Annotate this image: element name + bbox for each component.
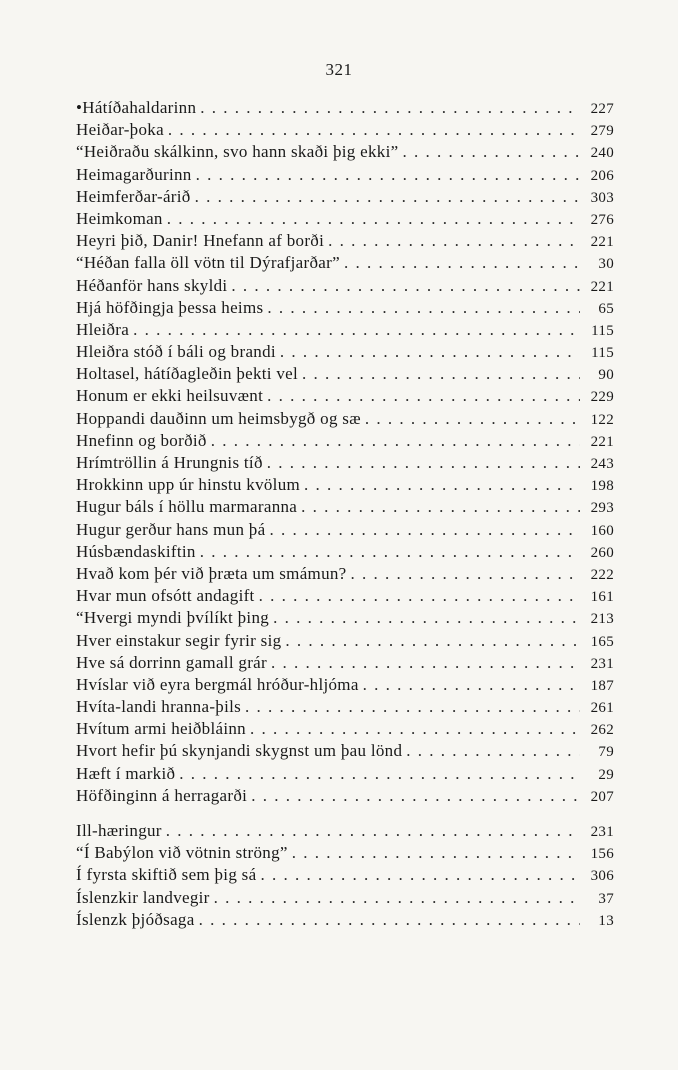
entry-page-number: 262 [590, 722, 614, 739]
dot-leader [168, 119, 580, 141]
entry-title: Íslenzkir landvegir [76, 887, 210, 907]
entry-page-number: 306 [590, 868, 614, 885]
group-separator [76, 807, 614, 820]
index-entry [76, 652, 614, 674]
index-entry [76, 763, 614, 785]
entry-title: Heiðar-þoka [76, 120, 164, 140]
entry-page-number: 293 [590, 500, 614, 517]
entry-title: Höfðinginn á herragarði [76, 785, 248, 805]
entry-page-number: 261 [590, 700, 614, 717]
dot-leader [260, 864, 580, 886]
entry-page-number: 229 [590, 389, 614, 406]
entry-title: Hnefinn og borðið [76, 430, 207, 450]
index-entry [76, 363, 614, 385]
entry-page-number: 160 [590, 522, 614, 539]
dot-leader [344, 252, 580, 274]
entry-page-number: 65 [598, 300, 614, 317]
index-list [76, 97, 614, 931]
index-entry [76, 430, 614, 452]
entry-page-number: 227 [590, 101, 614, 117]
index-entry [76, 408, 614, 430]
index-entry [76, 820, 614, 842]
entry-title: Íslenzk þjóðsaga [76, 909, 195, 929]
dot-leader [251, 785, 580, 807]
entry-page-number: 206 [590, 167, 614, 184]
dot-leader [200, 541, 580, 563]
dot-leader [269, 519, 580, 541]
dot-leader [231, 275, 580, 297]
dot-leader [195, 186, 580, 208]
entry-title: Hrokkinn upp úr hinstu kvölum [76, 475, 301, 495]
index-entry [76, 252, 614, 274]
entry-title: Hleiðra [76, 319, 130, 339]
entry-title: Hvort hefir þú skynjandi skygnst um þau lönd [76, 741, 403, 761]
dot-leader [179, 763, 580, 785]
index-entry [76, 909, 614, 931]
index-entry [76, 785, 614, 807]
index-entry [76, 230, 614, 252]
dot-leader [273, 607, 580, 629]
index-entry [76, 452, 614, 474]
entry-page-number: 115 [591, 345, 614, 362]
index-entry [76, 319, 614, 341]
dot-leader [292, 842, 580, 864]
entry-page-number: 165 [590, 633, 614, 650]
entry-title: Húsbændaskiftin [76, 541, 196, 561]
entry-page-number: 37 [598, 890, 614, 907]
entry-title: “Hvergi myndi þvílíkt þing [76, 608, 270, 628]
index-entry [76, 119, 614, 141]
entry-page-number: 222 [590, 566, 614, 583]
index-group-i [76, 820, 614, 931]
dot-leader [250, 718, 580, 740]
dot-leader [365, 408, 580, 430]
index-entry [76, 297, 614, 319]
entry-title: Hve sá dorrinn gamall grár [76, 652, 267, 672]
entry-title: Hæft í markið [76, 763, 176, 783]
entry-page-number: 30 [598, 256, 614, 273]
index-entry [76, 341, 614, 363]
index-entry [76, 97, 614, 119]
entry-page-number: 231 [590, 655, 614, 672]
entry-page-number: 207 [590, 788, 614, 805]
index-entry [76, 474, 614, 496]
index-entry [76, 385, 614, 407]
entry-title: “Heiðraðu skálkinn, svo hann skaði þig ekki” [76, 142, 399, 162]
dot-leader [363, 674, 580, 696]
entry-title: Hvar mun ofsótt andagift [76, 586, 255, 606]
dot-leader [267, 452, 580, 474]
index-entry [76, 887, 614, 909]
dot-leader [245, 696, 580, 718]
entry-title: Hvað kom þér við þræta um smámun? [76, 563, 347, 583]
entry-title: “Héðan falla öll vötn til Dýrafjarðar” [76, 253, 340, 273]
entry-title: Hvíslar við eyra bergmál hróður-hljóma [76, 674, 359, 694]
entry-page-number: 115 [591, 322, 614, 339]
dot-leader [351, 563, 580, 585]
entry-page-number: 221 [590, 433, 614, 450]
dot-leader [167, 208, 580, 230]
dot-leader [267, 297, 580, 319]
entry-title: Hvíta-landi hranna-þils [76, 697, 242, 717]
dot-leader [214, 887, 580, 909]
entry-page-number: 213 [590, 611, 614, 628]
dot-leader [267, 385, 580, 407]
index-entry [76, 630, 614, 652]
dot-leader [301, 496, 580, 518]
entry-page-number: 90 [598, 367, 614, 384]
entry-page-number: 187 [590, 677, 614, 694]
entry-page-number: 161 [590, 589, 614, 606]
index-entry [76, 864, 614, 886]
dot-leader [271, 652, 580, 674]
index-entry [76, 208, 614, 230]
dot-leader [406, 740, 580, 762]
index-entry [76, 563, 614, 585]
entry-title: Holtasel, hátíðagleðin þekti vel [76, 364, 299, 384]
dot-leader [402, 141, 580, 163]
entry-page-number: 79 [598, 744, 614, 761]
entry-title: Ill-hæringur [76, 821, 162, 840]
entry-page-number: 29 [598, 766, 614, 783]
dot-leader [200, 97, 580, 119]
entry-page-number: 260 [590, 544, 614, 561]
entry-title: Hver einstakur segir fyrir sig [76, 630, 282, 650]
index-entry [76, 585, 614, 607]
entry-title: Heyri þið, Danir! Hnefann af borði [76, 231, 325, 251]
page-number: 321 [325, 60, 353, 79]
entry-title: Hugur báls í höllu marmaranna [76, 497, 298, 517]
index-entry [76, 519, 614, 541]
index-entry [76, 696, 614, 718]
index-entry [76, 164, 614, 186]
entry-title: Heimferðar-árið [76, 186, 191, 206]
entry-page-number: 122 [590, 411, 614, 428]
index-entry [76, 740, 614, 762]
dot-leader [302, 363, 580, 385]
entry-page-number: 198 [590, 478, 614, 495]
entry-page-number: 156 [590, 846, 614, 863]
dot-leader [285, 630, 580, 652]
dot-leader [211, 430, 580, 452]
entry-page-number: 231 [590, 824, 614, 840]
index-group-h [76, 97, 614, 807]
entry-page-number: 243 [590, 456, 614, 472]
entry-title: Honum er ekki heilsuvænt [76, 386, 264, 406]
dot-leader [196, 164, 580, 186]
entry-title: Hoppandi dauðinn um heimsbygð og sæ [76, 408, 361, 428]
entry-title: Heimagarðurinn [76, 164, 192, 184]
entry-page-number: 303 [590, 189, 614, 206]
entry-title: Héðanför hans skyldi [76, 275, 228, 295]
entry-page-number: 221 [590, 278, 614, 295]
dot-leader [304, 474, 580, 496]
entry-title: Hvítum armi heiðbláinn [76, 719, 246, 739]
entry-page-number: 276 [590, 211, 614, 228]
entry-title: “Í Babýlon við vötnin ströng” [76, 843, 288, 863]
dot-leader [280, 341, 580, 363]
index-entry [76, 496, 614, 518]
index-entry [76, 275, 614, 297]
index-entry [76, 674, 614, 696]
index-entry [76, 718, 614, 740]
index-entry [76, 186, 614, 208]
entry-title: Hugur gerður hans mun þá [76, 519, 266, 539]
entry-page-number: 13 [598, 912, 614, 929]
entry-title: Hrímtröllin á Hrungnis tíð [76, 453, 263, 472]
index-entry [76, 607, 614, 629]
index-entry [76, 541, 614, 563]
entry-page-number: 221 [590, 234, 614, 251]
entry-title: Í fyrsta skiftið sem þig sá [76, 865, 257, 885]
dot-leader [259, 585, 580, 607]
entry-title: Hjá höfðingja þessa heims [76, 297, 264, 317]
entry-page-number: 279 [590, 123, 614, 140]
entry-title: Heimkoman [76, 208, 163, 228]
dot-leader [328, 230, 580, 252]
dot-leader [199, 909, 580, 931]
index-entry [76, 842, 614, 864]
entry-title: Hleiðra stóð í báli og brandi [76, 342, 276, 362]
entry-page-number: 240 [590, 145, 614, 162]
dot-leader [133, 319, 580, 341]
dot-leader [166, 820, 580, 842]
entry-title: •Hátíðahaldarinn [76, 98, 197, 117]
index-entry [76, 141, 614, 163]
